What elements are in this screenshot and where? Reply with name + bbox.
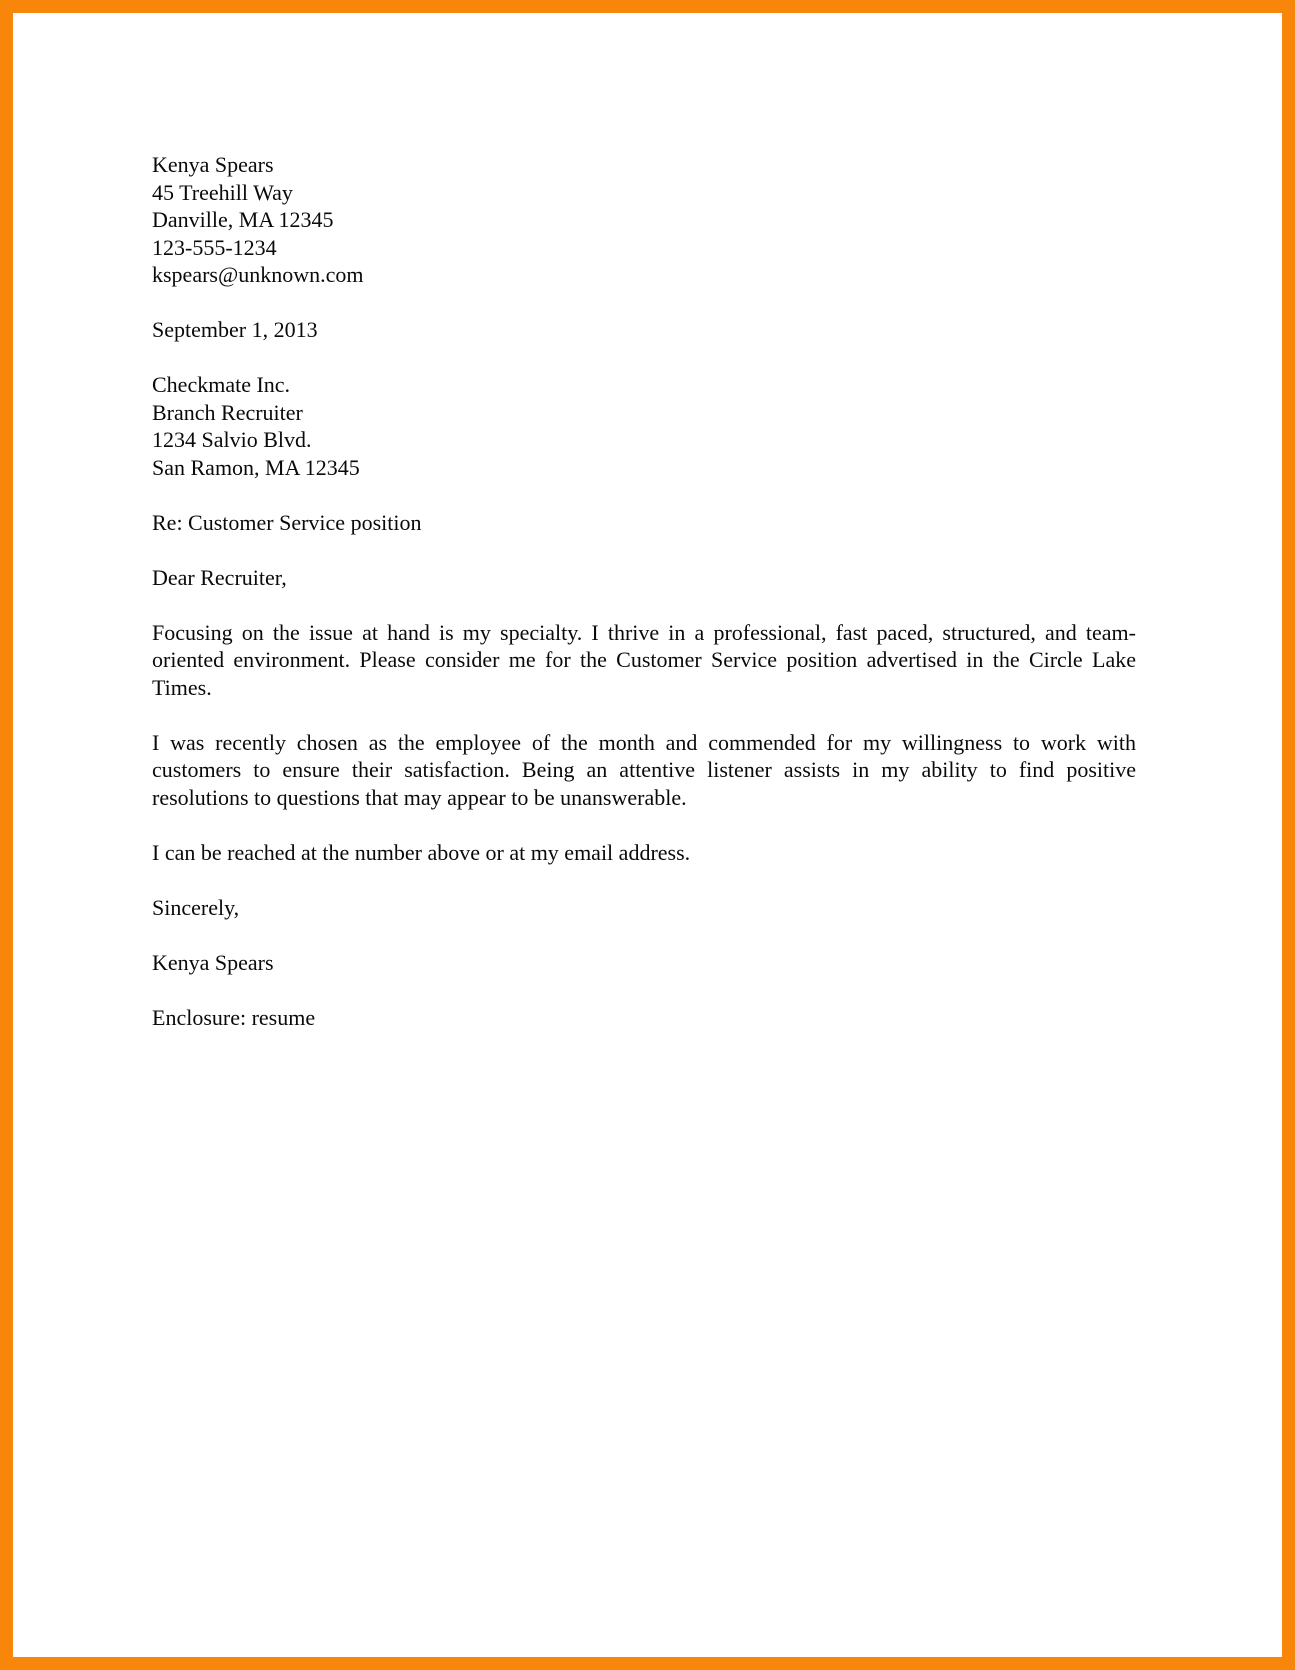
letter-salutation: Dear Recruiter, bbox=[152, 564, 287, 590]
sender-street: 45 Treehill Way bbox=[152, 179, 293, 205]
body-paragraph-2: I was recently chosen as the employee of the month and commended for my willingness to work with customers to ensure their satisfaction. Being an attentive listener assists in my ability to find positive resolutions to questions that may appear to be unanswerable. bbox=[152, 729, 1136, 810]
recipient-street: 1234 Salvio Blvd. bbox=[152, 427, 312, 452]
letter-closing: Sincerely, bbox=[152, 894, 240, 920]
closing-line bbox=[152, 894, 1136, 922]
sender-name: Kenya Spears bbox=[152, 152, 274, 177]
letter-date: September 1, 2013 bbox=[152, 317, 318, 342]
letter-enclosure: Enclosure: resume bbox=[152, 1004, 316, 1030]
sender-city-state-zip: Danville, MA 12345 bbox=[152, 207, 334, 232]
recipient-company: Checkmate Inc. bbox=[152, 372, 291, 397]
recipient-title: Branch Recruiter bbox=[152, 399, 303, 425]
date-line bbox=[152, 316, 1136, 344]
salutation-line bbox=[152, 564, 1136, 592]
sender-phone: 123-555-1234 bbox=[152, 234, 277, 260]
letter-signature: Kenya Spears bbox=[152, 949, 274, 975]
recipient-block bbox=[152, 371, 1136, 481]
sender-block bbox=[152, 151, 1136, 289]
body-paragraph-3: I can be reached at the number above or at my email address. bbox=[152, 839, 691, 865]
letter-content bbox=[13, 13, 1282, 1031]
letter-subject: Re: Customer Service position bbox=[152, 509, 422, 535]
sender-email: kspears@unknown.com bbox=[152, 262, 364, 287]
subject-line bbox=[152, 509, 1136, 537]
enclosure-line bbox=[152, 1004, 1136, 1032]
recipient-city-state-zip: San Ramon, MA 12345 bbox=[152, 454, 360, 480]
signature-line bbox=[152, 949, 1136, 977]
body-paragraph-1: Focusing on the issue at hand is my specialty. I thrive in a professional, fast paced, structured, and team-oriented environment. Please consider me for the Customer Service position advertised in the Circle Lake Times. bbox=[152, 619, 1136, 700]
